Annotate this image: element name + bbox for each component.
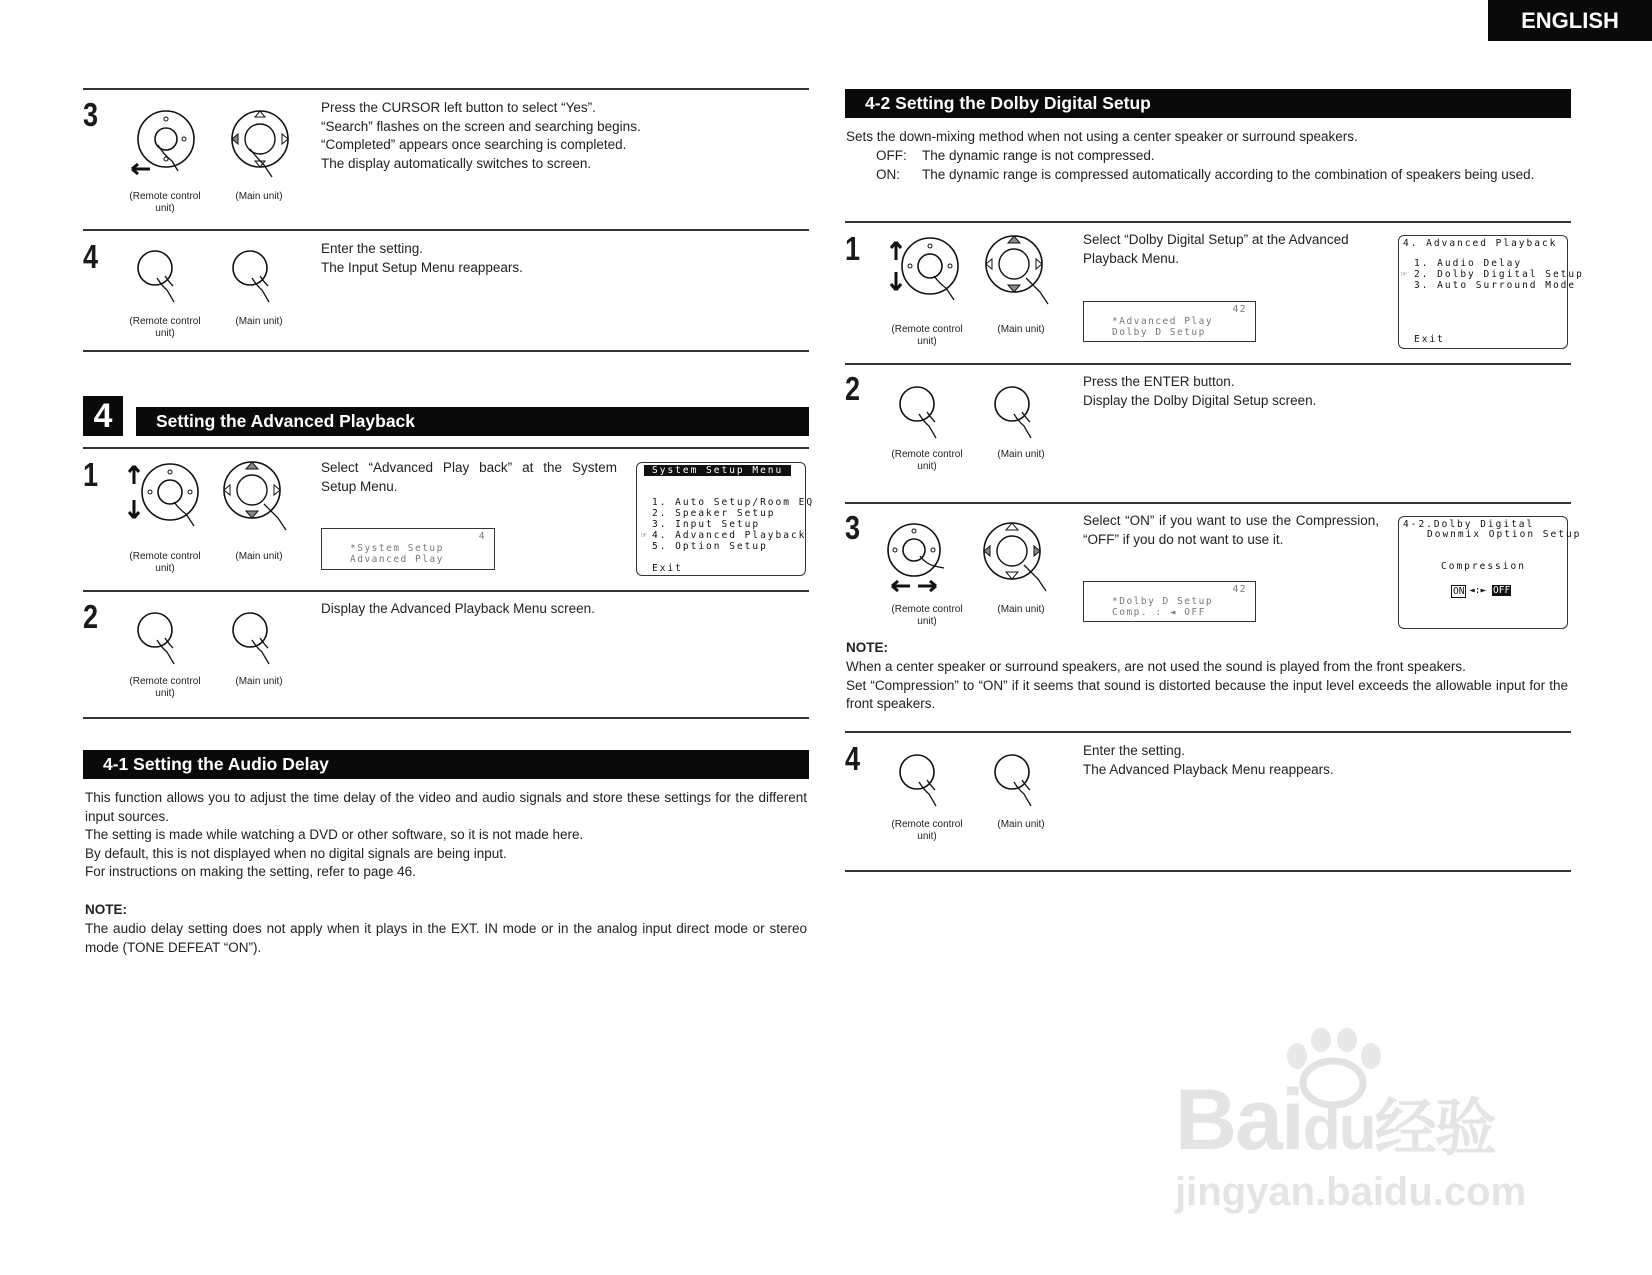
cursor-arrows-icon: ◄:►	[1469, 585, 1487, 596]
caption-remote: (Remote control unit)	[129, 316, 201, 339]
divider	[845, 502, 1571, 504]
main-unit-cursor-icon	[228, 105, 298, 185]
step-text: Select “Advanced Play back” at the System Setup Menu.	[321, 460, 617, 494]
step-text: Enter the setting. The Input Setup Menu reappears.	[321, 241, 523, 275]
divider	[845, 363, 1571, 365]
caption-main: (Main unit)	[235, 676, 283, 687]
remote-enter-icon	[135, 608, 195, 678]
step-number: 4	[845, 740, 861, 777]
osd-system-setup-menu: System Setup Menu 1. Auto Setup/Room EQ 2. Speaker Setup 3. Input Setup ☞ 4. Advanced Playback 5. Option Setup Exit	[636, 462, 806, 576]
step-number: 2	[83, 598, 99, 635]
option-on: ON	[1453, 586, 1465, 597]
divider	[845, 870, 1571, 872]
on-label: ON:	[876, 167, 901, 182]
step-text: Select “Dolby Digital Setup” at the Advanced Playback Menu.	[1083, 232, 1349, 266]
remote-enter-icon	[897, 382, 957, 452]
off-label: OFF:	[876, 148, 907, 163]
osd-title: 4-2.Dolby Digital	[1403, 519, 1535, 530]
caption-remote: (Remote control unit)	[891, 819, 963, 842]
front-panel-display: 4 *System Setup Advanced Play	[321, 528, 495, 570]
divider	[83, 229, 809, 231]
main-enter-icon	[992, 750, 1052, 820]
step-text: Press the CURSOR left button to select “Yes”. “Search” flashes on the screen and searching begins. “Completed” appears once searching is completed. The display automatically switches to screen.	[321, 100, 641, 171]
caption-remote: (Remote control unit)	[129, 551, 201, 574]
caption-main: (Main unit)	[235, 551, 283, 562]
pointer-icon: ☞	[1401, 269, 1409, 280]
step-text: Press the ENTER button. Display the Dolby Digital Setup screen.	[1083, 374, 1317, 408]
caption-main: (Main unit)	[997, 449, 1045, 460]
divider	[845, 221, 1571, 223]
osd-title: System Setup Menu	[644, 465, 791, 476]
remote-cursor-leftright-icon	[886, 520, 966, 600]
osd-dolby-digital-setup: 4-2.Dolby Digital Downmix Option Setup Compression ON ◄:► OFF	[1398, 516, 1568, 629]
step-number: 3	[83, 96, 99, 133]
caption-main: (Main unit)	[235, 316, 283, 327]
main-enter-icon	[230, 608, 290, 678]
main-unit-cursor-icon	[984, 234, 1064, 319]
section-intro: Sets the down-mixing method when not using a center speaker or surround speakers.	[846, 129, 1358, 144]
language-tab: ENGLISH	[1488, 0, 1652, 41]
caption-remote: (Remote control unit)	[891, 324, 963, 347]
caption-main: (Main unit)	[235, 191, 283, 202]
note-text: When a center speaker or surround speakers, are not used the sound is played from the front speakers. Set “Compression” to “ON” if it seems that sound is distorted because the input level exceeds the allowable input for the front speakers.	[846, 659, 1568, 712]
divider	[83, 350, 809, 352]
note-label: NOTE:	[85, 902, 127, 917]
section-title-bar: Setting the Advanced Playback	[136, 407, 809, 436]
watermark-url: jingyan.baidu.com	[1175, 1170, 1527, 1214]
step-number: 4	[83, 238, 99, 275]
section-title-bar: 4-1 Setting the Audio Delay	[83, 750, 809, 779]
front-panel-display: 42 *Dolby D Setup Comp. : ◄ OFF	[1083, 581, 1256, 622]
divider	[83, 88, 809, 90]
main-unit-cursor-icon	[982, 521, 1062, 606]
front-panel-display: 42 *Advanced Play Dolby D Setup	[1083, 301, 1256, 342]
note-label: NOTE:	[846, 640, 888, 655]
step-text: Display the Advanced Playback Menu screen.	[321, 601, 595, 616]
caption-remote: (Remote control unit)	[129, 191, 201, 214]
divider	[83, 447, 809, 449]
caption-main: (Main unit)	[997, 819, 1045, 830]
caption-remote: (Remote control unit)	[129, 676, 201, 699]
divider	[845, 731, 1571, 733]
main-unit-cursor-icon	[222, 460, 302, 545]
note-text: The audio delay setting does not apply when it plays in the EXT. IN mode or in the analog input direct mode or stereo mode (TONE DEFEAT “ON”).	[85, 921, 807, 955]
section-number-box: 4	[83, 396, 123, 436]
watermark-brand: Baidu经验	[1175, 1072, 1495, 1168]
on-text: The dynamic range is compressed automatically according to the combination of speakers being used.	[922, 167, 1535, 182]
step-number: 1	[83, 456, 99, 493]
remote-cursor-updown-icon	[886, 236, 966, 316]
osd-title: 4. Advanced Playback	[1403, 238, 1558, 249]
step-text: Enter the setting. The Advanced Playback Menu reappears.	[1083, 743, 1334, 777]
divider	[83, 717, 809, 719]
divider	[83, 590, 809, 592]
step-number: 2	[845, 370, 861, 407]
remote-cursor-left-icon	[128, 105, 198, 185]
off-text: The dynamic range is not compressed.	[922, 148, 1155, 163]
remote-cursor-updown-icon	[124, 462, 204, 542]
remote-enter-icon	[135, 246, 195, 316]
caption-remote: (Remote control unit)	[891, 604, 963, 627]
option-off-selected: OFF	[1493, 585, 1511, 596]
pointer-icon: ☞	[641, 530, 649, 541]
caption-remote: (Remote control unit)	[891, 449, 963, 472]
step-text: Select “ON” if you want to use the Compression, “OFF” if you do not want to use it.	[1083, 513, 1379, 547]
section-title-bar: 4-2 Setting the Dolby Digital Setup	[845, 89, 1571, 118]
main-enter-icon	[230, 246, 290, 316]
caption-main: (Main unit)	[997, 324, 1045, 335]
section-paragraphs: This function allows you to adjust the time delay of the video and audio signals and store these settings for the different input sources. The setting is made while watching a DVD or other software, so it is not made here. By default, this is not displayed when no digital signals are being input. For instructions on making the setting, refer to page 46.	[85, 790, 807, 880]
remote-enter-icon	[897, 750, 957, 820]
osd-advanced-playback-menu: 4. Advanced Playback 1. Audio Delay ☞ 2. Dolby Digital Setup 3. Auto Surround Mode Exit	[1398, 235, 1568, 349]
step-number: 1	[845, 230, 861, 267]
main-enter-icon	[992, 382, 1052, 452]
step-number: 3	[845, 509, 861, 546]
caption-main: (Main unit)	[997, 604, 1045, 615]
